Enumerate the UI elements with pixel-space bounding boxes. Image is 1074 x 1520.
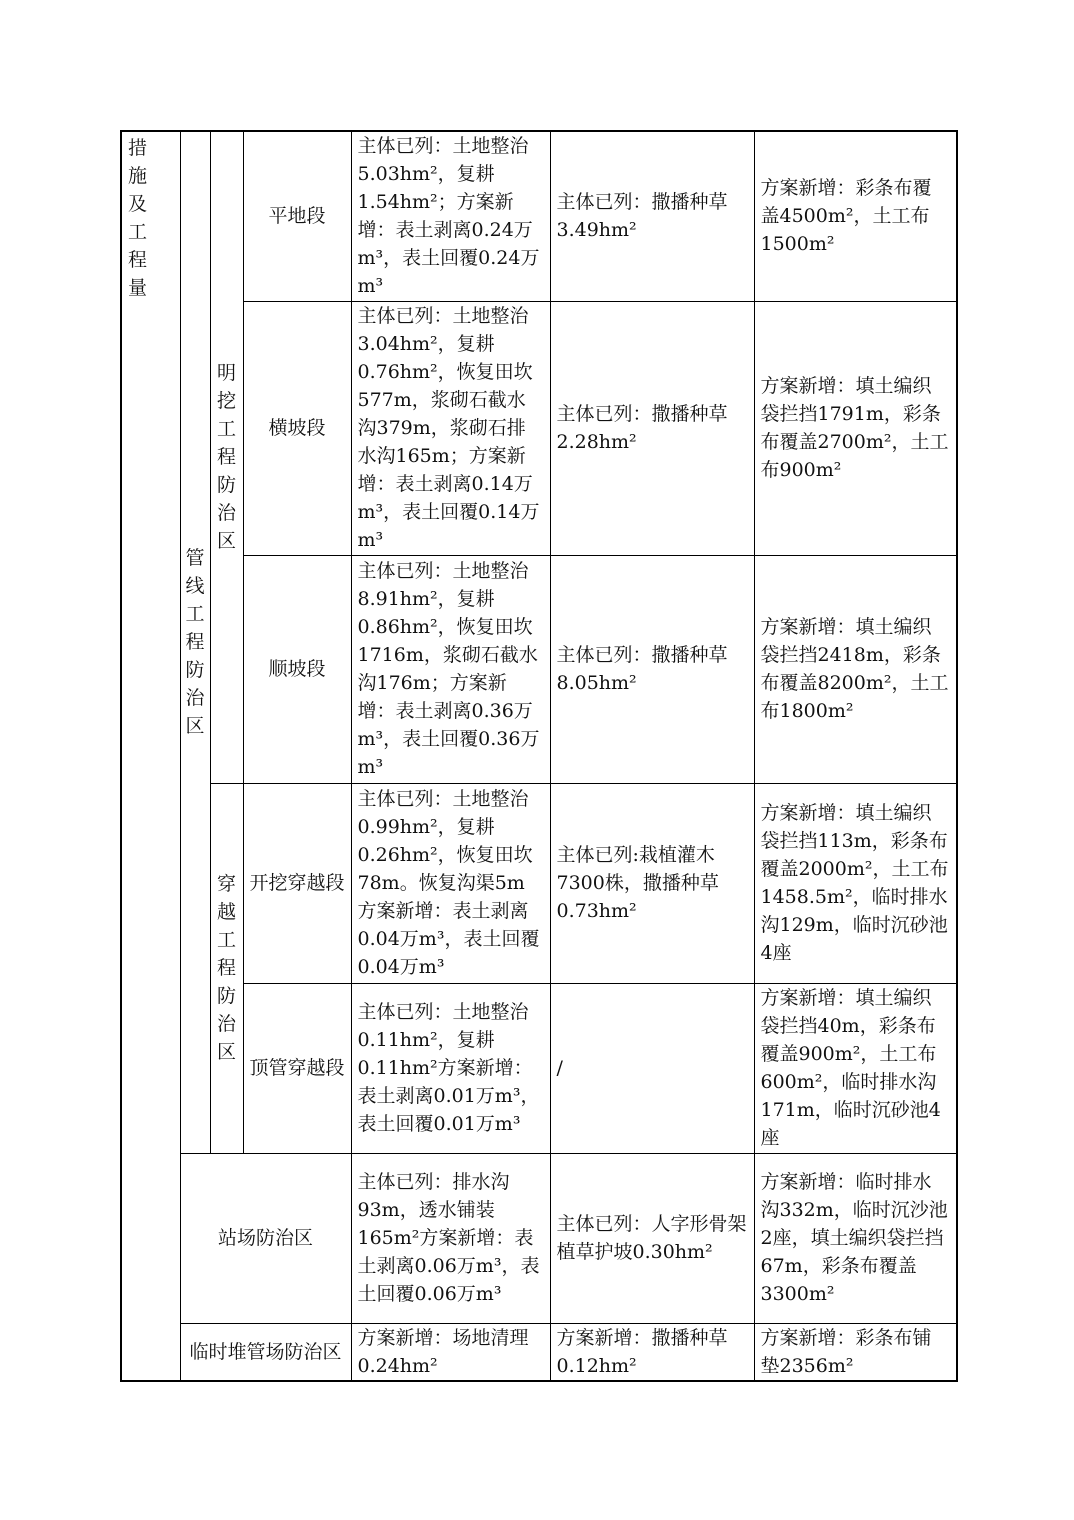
temporary-measures: 方案新增：临时排水沟332m，临时沉沙池2座，填土编织袋拦挡67m，彩条布覆盖3300m² xyxy=(754,1153,957,1323)
open-cut-area-cell: 明挖工程防治区 xyxy=(210,131,243,783)
engineering-measures: 主体已列：土地整治3.04hm²，复耕0.76hm²，恢复田坎577m，浆砌石截水沟379m，浆砌石排水沟165m；方案新增：表土剥离0.14万m³，表土回覆0.14万m³ xyxy=(351,301,550,555)
table-row xyxy=(121,301,957,555)
temporary-measures: 方案新增：填土编织袋拦挡2418m，彩条布覆盖8200m²，土工布1800m² xyxy=(754,555,957,783)
plant-measures: / xyxy=(550,983,754,1153)
plant-measures: 主体已列:栽植灌木7300株，撒播种草0.73hm² xyxy=(550,783,754,983)
engineering-measures: 主体已列：土地整治0.11hm²，复耕0.11hm²方案新增：表土剥离0.01万m³，表土回覆0.01万m³ xyxy=(351,983,550,1153)
pipeline-area-cell: 管线工程防治区 xyxy=(180,131,210,1153)
temporary-measures: 方案新增：填土编织袋拦挡1791m，彩条布覆盖2700m²，土工布900m² xyxy=(754,301,957,555)
table-row xyxy=(121,1323,957,1381)
plant-measures: 方案新增：撒播种草0.12hm² xyxy=(550,1323,754,1381)
table-row xyxy=(121,1153,957,1323)
plant-measures: 主体已列：人字形骨架植草护坡0.30hm² xyxy=(550,1153,754,1323)
station-area-name: 站场防治区 xyxy=(180,1153,351,1323)
plant-measures: 主体已列：撒播种草2.28hm² xyxy=(550,301,754,555)
section-name: 顺坡段 xyxy=(243,555,351,783)
section-name: 平地段 xyxy=(243,131,351,301)
crossing-area-cell: 穿越工程防治区 xyxy=(210,783,243,1153)
table-row xyxy=(121,783,957,983)
table-row xyxy=(121,555,957,783)
engineering-measures: 主体已列：排水沟93m，透水铺装165m²方案新增：表土剥离0.06万m³，表土回覆0.06万m³ xyxy=(351,1153,550,1323)
temp-pile-area-name: 临时堆管场防治区 xyxy=(180,1323,351,1381)
header-cell: 措施及工程量 xyxy=(121,131,180,1381)
temporary-measures: 方案新增：彩条布覆盖4500m²，土工布1500m² xyxy=(754,131,957,301)
table-row xyxy=(121,131,957,301)
engineering-measures: 方案新增：场地清理0.24hm² xyxy=(351,1323,550,1381)
engineering-measures: 主体已列：土地整治5.03hm²，复耕1.54hm²；方案新增：表土剥离0.24万m³，表土回覆0.24万m³ xyxy=(351,131,550,301)
section-name: 横坡段 xyxy=(243,301,351,555)
plant-measures: 主体已列：撒播种草3.49hm² xyxy=(550,131,754,301)
temporary-measures: 方案新增：填土编织袋拦挡40m，彩条布覆盖900m²，土工布600m²，临时排水沟171m，临时沉砂池4座 xyxy=(754,983,957,1153)
temporary-measures: 方案新增：填土编织袋拦挡113m，彩条布覆盖2000m²，土工布1458.5m²，临时排水沟129m，临时沉砂池4座 xyxy=(754,783,957,983)
plant-measures: 主体已列：撒播种草8.05hm² xyxy=(550,555,754,783)
engineering-measures: 主体已列：土地整治8.91hm²，复耕0.86hm²，恢复田坎1716m，浆砌石截水沟176m；方案新增：表土剥离0.36万m³，表土回覆0.36万m³ xyxy=(351,555,550,783)
table-row xyxy=(121,983,957,1153)
temporary-measures: 方案新增：彩条布铺垫2356m² xyxy=(754,1323,957,1381)
section-name: 顶管穿越段 xyxy=(243,983,351,1153)
measures-table xyxy=(120,130,958,1382)
engineering-measures: 主体已列：土地整治0.99hm²，复耕0.26hm²，恢复田坎78m。恢复沟渠5m方案新增：表土剥离0.04万m³，表土回覆0.04万m³ xyxy=(351,783,550,983)
section-name: 开挖穿越段 xyxy=(243,783,351,983)
